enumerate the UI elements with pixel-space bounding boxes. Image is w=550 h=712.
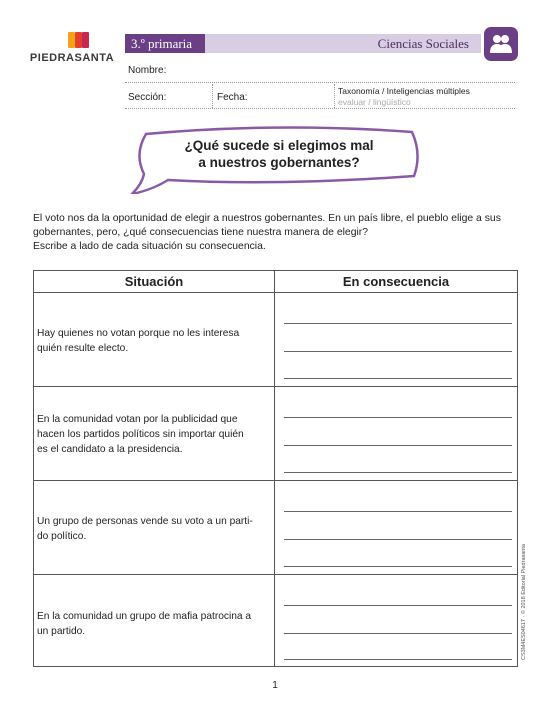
taxonomy-values: evaluar / lingüístico (338, 97, 411, 107)
side-code: CS3M4ES04617 · © 2018 Editorial Piedrasanta (521, 544, 527, 660)
column-header-consequence: En consecuencia (342, 274, 450, 289)
situation-text: En la comunidad un grupo de mafia patrocina a un partido. (37, 611, 252, 637)
answer-line[interactable] (284, 378, 512, 379)
answer-line[interactable] (284, 511, 512, 512)
group-icon (484, 27, 518, 61)
name-line (125, 82, 515, 83)
table-header (34, 271, 517, 293)
book-logo-icon (68, 30, 90, 50)
situation-text: En la comunidad votan por la publicidad que hacen los partidos políticos sin importar quién es el candidato a la presidencia. (37, 414, 244, 455)
taxonomy-label: Taxonomía / Inteligencias múltiples (338, 86, 470, 96)
answer-line[interactable] (284, 566, 512, 567)
page-number: 1 (272, 680, 278, 691)
name-label: Nombre: (128, 65, 167, 76)
brand-logo (22, 30, 122, 72)
date-label: Fecha: (217, 92, 248, 103)
field-divider (212, 84, 213, 108)
answer-line[interactable] (284, 323, 512, 324)
answer-line[interactable] (284, 445, 512, 446)
field-divider (334, 84, 335, 108)
answer-line[interactable] (284, 539, 512, 540)
instructions: El voto nos da la oportunidad de elegir a nuestros gobernantes. En un país libre, el pueblo elige a sus gobernantes, pero, ¿qué consecuencias tiene nuestra manera de elegir? Escribe a lado de cada situación su consecuencia. (33, 213, 501, 252)
brand-name: PIEDRASANTA (29, 52, 115, 64)
situation-text: Un grupo de personas vende su voto a un parti- do político. (37, 516, 253, 542)
page-title: ¿Qué sucede si elegimos mal a nuestros gobernantes? (184, 138, 374, 170)
column-header-situation: Situación (124, 274, 184, 289)
table-row (34, 293, 517, 387)
answer-line[interactable] (284, 351, 512, 352)
answer-line[interactable] (284, 633, 512, 634)
answer-line[interactable] (284, 605, 512, 606)
worksheet-table (33, 270, 518, 667)
table-row (34, 575, 517, 666)
answer-line[interactable] (284, 417, 512, 418)
situation-text: Hay quienes no votan porque no les interesa quién resulte electo. (37, 328, 240, 354)
section-line (125, 108, 515, 109)
table-row (34, 481, 517, 575)
answer-line[interactable] (284, 659, 512, 660)
subject-label: Ciencias Sociales (205, 34, 481, 53)
table-row (34, 387, 517, 481)
grade-label: 3.º primaria (125, 34, 205, 53)
section-label: Sección: (128, 92, 167, 103)
answer-line[interactable] (284, 472, 512, 473)
